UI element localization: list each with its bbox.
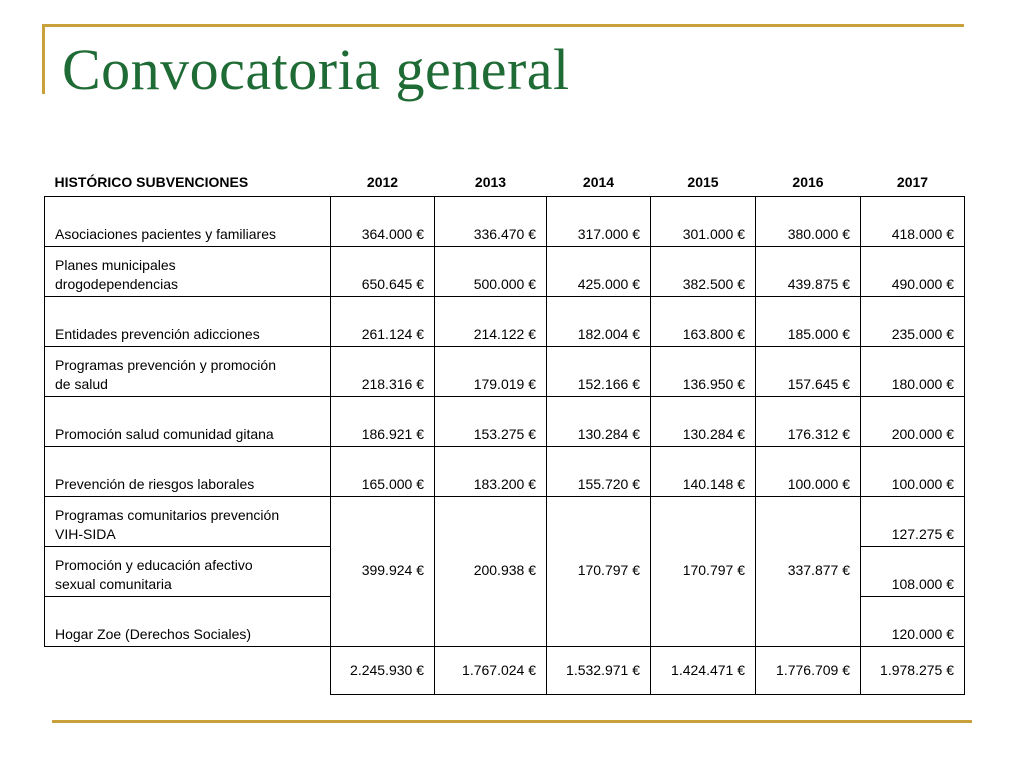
slide-title: Convocatoria general [62, 37, 570, 102]
merged-cell-value: 337.877 € [756, 497, 861, 647]
cell-value: 130.284 € [547, 397, 651, 447]
cell-value: 336.470 € [435, 197, 547, 247]
totals-spacer [45, 647, 331, 695]
cell-value: 120.000 € [861, 597, 965, 647]
left-rule [42, 24, 45, 94]
table-header-label: HISTÓRICO SUBVENCIONES [54, 173, 249, 190]
row-label-line: Promoción y educación afectivo [55, 557, 253, 573]
cell-value: 140.148 € [651, 447, 756, 497]
row-label-line: de salud [55, 376, 108, 392]
cell-value: 364.000 € [331, 197, 435, 247]
cell-value: 317.000 € [547, 197, 651, 247]
row-label [45, 247, 331, 297]
total-value: 1.776.709 € [756, 647, 861, 695]
year-header-2016: 2016 [792, 173, 824, 190]
year-header-2017: 2017 [896, 173, 929, 190]
row-label-line: Programas prevención y promoción [55, 357, 276, 373]
year-header-2013: 2013 [474, 173, 507, 190]
table-row [45, 397, 965, 447]
cell-value: 163.800 € [651, 297, 756, 347]
totals-row [45, 647, 965, 695]
table-row [45, 197, 965, 247]
row-label [45, 347, 331, 397]
table-header-row [45, 168, 965, 197]
table-row [45, 447, 965, 497]
total-value: 1.767.024 € [435, 647, 547, 695]
row-label [45, 547, 331, 597]
cell-value: 100.000 € [756, 447, 861, 497]
cell-value: 380.000 € [756, 197, 861, 247]
row-label: Prevención de riesgos laborales [45, 447, 331, 497]
cell-value: 214.122 € [435, 297, 547, 347]
cell-value: 235.000 € [861, 297, 965, 347]
year-header-2012: 2012 [366, 173, 399, 190]
table-row [45, 297, 965, 347]
row-label: Entidades prevención adicciones [45, 297, 331, 347]
table-row [45, 347, 965, 397]
cell-value: 490.000 € [861, 247, 965, 297]
merged-cell-value: 399.924 € [331, 497, 435, 647]
year-header-2014: 2014 [582, 173, 615, 190]
cell-value: 185.000 € [756, 297, 861, 347]
cell-value: 153.275 € [435, 397, 547, 447]
cell-value: 130.284 € [651, 397, 756, 447]
total-value: 1.532.971 € [547, 647, 651, 695]
cell-value: 418.000 € [861, 197, 965, 247]
row-label [45, 497, 331, 547]
row-label-line: Programas comunitarios prevención [55, 507, 280, 523]
cell-value: 182.004 € [547, 297, 651, 347]
cell-value: 382.500 € [651, 247, 756, 297]
cell-value: 500.000 € [435, 247, 547, 297]
table-row [45, 247, 965, 297]
cell-value: 155.720 € [547, 447, 651, 497]
row-label-line: Planes municipales [55, 257, 176, 273]
row-label-line: sexual comunitaria [55, 576, 172, 592]
cell-value: 127.275 € [861, 497, 965, 547]
cell-value: 157.645 € [756, 347, 861, 397]
row-label-line: VIH-SIDA [55, 526, 116, 542]
cell-value: 179.019 € [435, 347, 547, 397]
cell-value: 301.000 € [651, 197, 756, 247]
row-label: Asociaciones pacientes y familiares [45, 197, 331, 247]
cell-value: 186.921 € [331, 397, 435, 447]
cell-value: 183.200 € [435, 447, 547, 497]
table-row [45, 497, 965, 547]
cell-value: 261.124 € [331, 297, 435, 347]
row-label-line: drogodependencias [55, 276, 178, 292]
subsidies-table [44, 168, 965, 695]
cell-value: 218.316 € [331, 347, 435, 397]
cell-value: 165.000 € [331, 447, 435, 497]
cell-value: 100.000 € [861, 447, 965, 497]
row-label: Promoción salud comunidad gitana [45, 397, 331, 447]
bottom-rule [52, 720, 972, 723]
total-value: 1.424.471 € [651, 647, 756, 695]
cell-value: 650.645 € [331, 247, 435, 297]
cell-value: 200.000 € [861, 397, 965, 447]
year-header-2015: 2015 [687, 173, 719, 190]
merged-cell-value: 170.797 € [547, 497, 651, 647]
cell-value: 425.000 € [547, 247, 651, 297]
cell-value: 176.312 € [756, 397, 861, 447]
row-label: Hogar Zoe (Derechos Sociales) [45, 597, 331, 647]
top-rule [42, 24, 964, 27]
merged-cell-value: 170.797 € [651, 497, 756, 647]
cell-value: 108.000 € [861, 547, 965, 597]
total-value: 2.245.930 € [331, 647, 435, 695]
total-value: 1.978.275 € [861, 647, 965, 695]
cell-value: 439.875 € [756, 247, 861, 297]
cell-value: 180.000 € [861, 347, 965, 397]
cell-value: 136.950 € [651, 347, 756, 397]
cell-value: 152.166 € [547, 347, 651, 397]
merged-cell-value: 200.938 € [435, 497, 547, 647]
